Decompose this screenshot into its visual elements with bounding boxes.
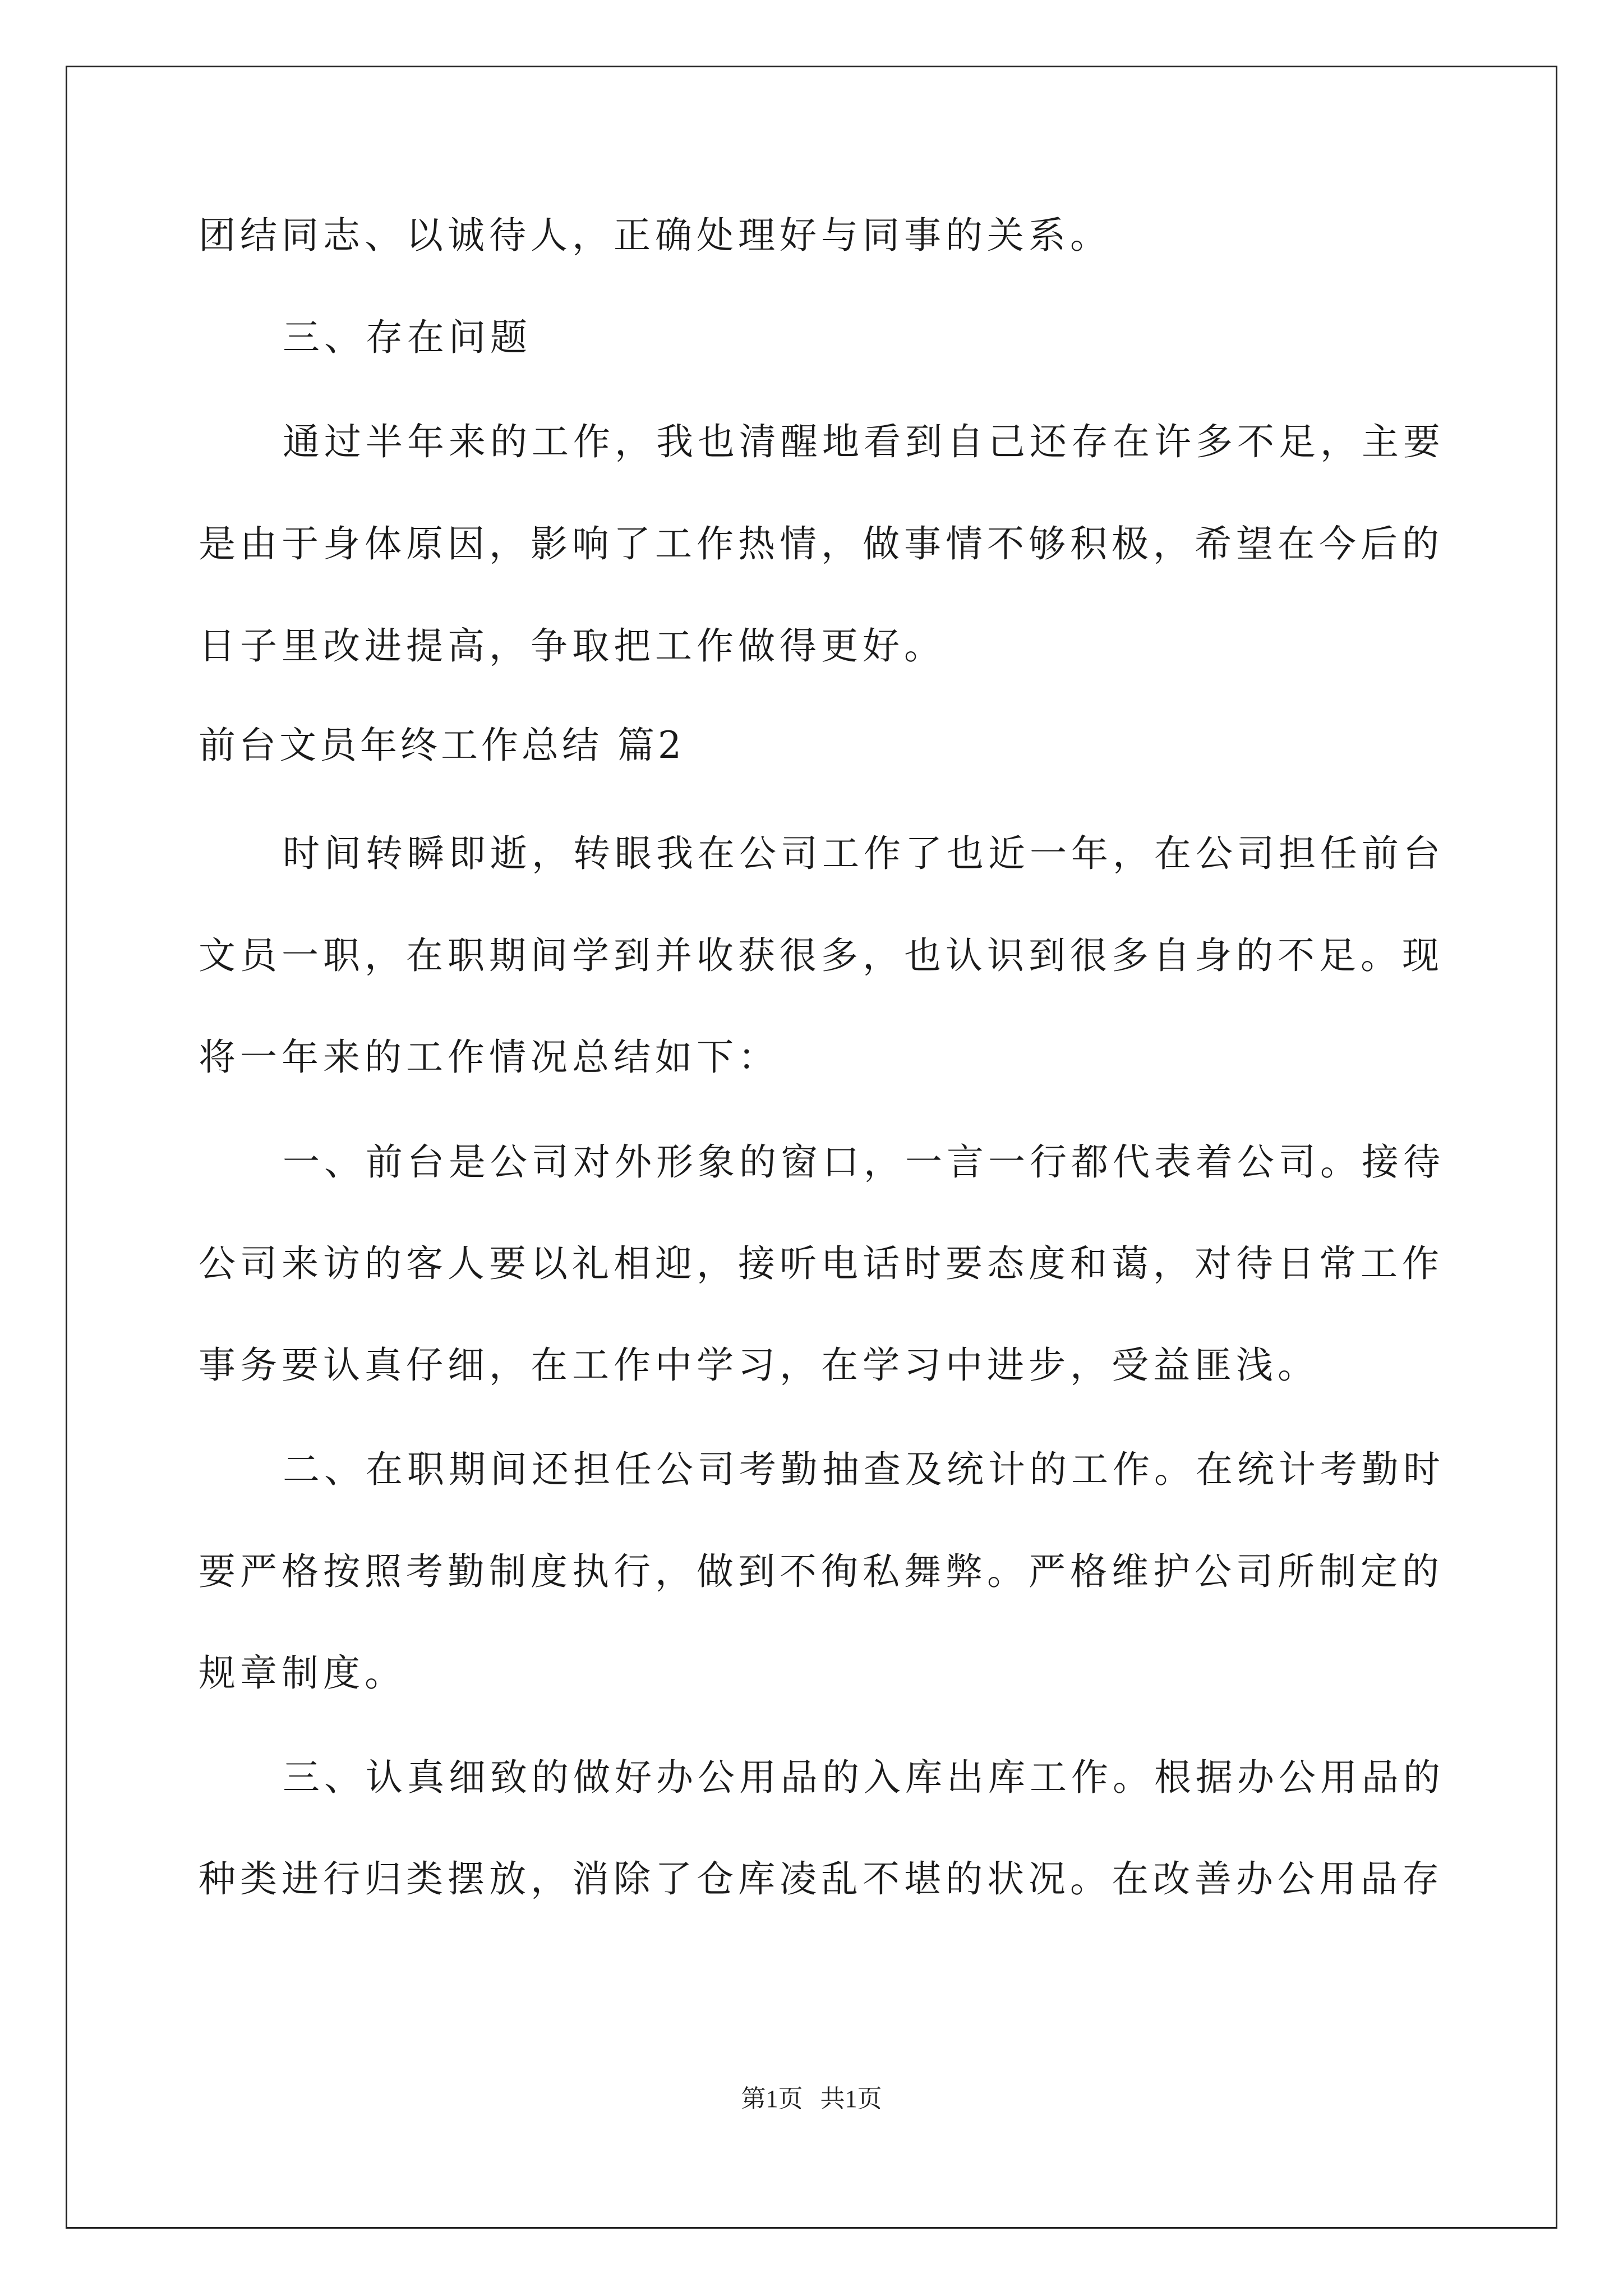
paragraph-line: 三、认真细致的做好办公用品的入库出库工作。根据办公用品的 — [283, 1756, 1445, 1799]
paragraph-line: 是由于身体原因，影响了工作热情，做事情不够积极，希望在今后的 — [199, 522, 1444, 565]
page-number: 第1页 — [741, 2085, 803, 2113]
paragraph-line: 文员一职，在职期间学到并收获很多，也认识到很多自身的不足。现 — [199, 934, 1444, 977]
paragraph-line: 事务要认真仔细，在工作中学习，在学习中进步，受益匪浅。 — [199, 1343, 1319, 1387]
paragraph-line: 规章制度。 — [199, 1651, 406, 1695]
section-heading: 三、存在问题 — [283, 316, 532, 359]
page-footer — [0, 2082, 1623, 2116]
paragraph-line: 公司来访的客人要以礼相迎，接听电话时要态度和蔼，对待日常工作 — [199, 1242, 1444, 1285]
paragraph-line: 将一年来的工作情况总结如下： — [199, 1036, 780, 1079]
paragraph-line: 时间转瞬即逝，转眼我在公司工作了也近一年，在公司担任前台 — [283, 832, 1445, 875]
paragraph-line: 要严格按照考勤制度执行，做到不徇私舞弊。严格维护公司所制定的 — [199, 1550, 1444, 1593]
page-total: 共1页 — [820, 2085, 882, 2113]
paragraph-line: 二、在职期间还担任公司考勤抽查及统计的工作。在统计考勤时 — [283, 1448, 1445, 1491]
article-title: 前台文员年终工作总结 篇2 — [199, 724, 685, 767]
paragraph-line: 一、前台是公司对外形象的窗口，一言一行都代表着公司。接待 — [283, 1140, 1445, 1184]
paragraph-line: 种类进行归类摆放，消除了仓库凌乱不堪的状况。在改善办公用品存 — [199, 1857, 1444, 1901]
paragraph-line: 日子里改进提高，争取把工作做得更好。 — [199, 624, 946, 668]
paragraph-line: 团结同志、以诚待人，正确处理好与同事的关系。 — [199, 214, 1112, 257]
paragraph-line: 通过半年来的工作，我也清醒地看到自己还存在许多不足，主要 — [283, 420, 1445, 463]
